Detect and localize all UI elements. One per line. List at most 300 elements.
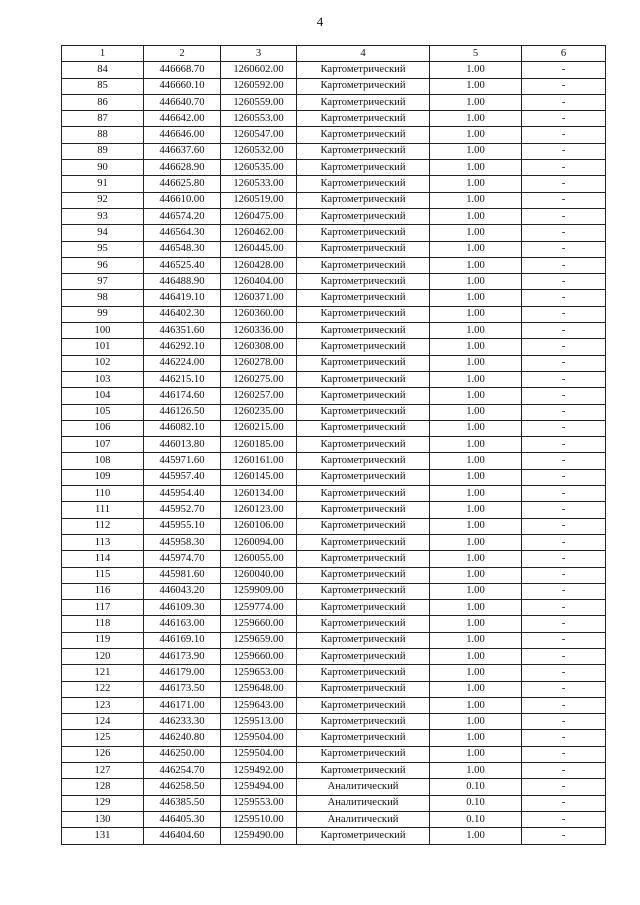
note-cell: -	[522, 225, 606, 241]
table-row	[62, 192, 606, 208]
point-number-cell: 97	[62, 274, 144, 290]
note-cell: -	[522, 551, 606, 567]
table-row	[62, 371, 606, 387]
accuracy-cell: 1.00	[430, 257, 522, 273]
x-coordinate-cell: 446548.30	[144, 241, 221, 257]
note-cell: -	[522, 339, 606, 355]
y-coordinate-cell: 1260533.00	[221, 176, 297, 192]
note-cell: -	[522, 795, 606, 811]
x-coordinate-cell: 446250.00	[144, 746, 221, 762]
method-cell: Картометрический	[297, 730, 430, 746]
x-coordinate-cell: 445981.60	[144, 567, 221, 583]
accuracy-cell: 1.00	[430, 763, 522, 779]
table-row	[62, 469, 606, 485]
note-cell: -	[522, 355, 606, 371]
point-number-cell: 85	[62, 78, 144, 94]
table-row	[62, 518, 606, 534]
y-coordinate-cell: 1260040.00	[221, 567, 297, 583]
note-cell: -	[522, 486, 606, 502]
method-cell: Картометрический	[297, 437, 430, 453]
accuracy-cell: 1.00	[430, 502, 522, 518]
accuracy-cell: 1.00	[430, 94, 522, 110]
note-cell: -	[522, 730, 606, 746]
accuracy-cell: 1.00	[430, 828, 522, 844]
point-number-cell: 131	[62, 828, 144, 844]
x-coordinate-cell: 446013.80	[144, 437, 221, 453]
x-coordinate-cell: 446385.50	[144, 795, 221, 811]
table-row	[62, 339, 606, 355]
y-coordinate-cell: 1259660.00	[221, 616, 297, 632]
point-number-cell: 112	[62, 518, 144, 534]
note-cell: -	[522, 208, 606, 224]
note-cell: -	[522, 306, 606, 322]
table-row	[62, 665, 606, 681]
accuracy-cell: 1.00	[430, 665, 522, 681]
point-number-cell: 109	[62, 469, 144, 485]
point-number-cell: 110	[62, 486, 144, 502]
point-number-cell: 117	[62, 600, 144, 616]
accuracy-cell: 1.00	[430, 143, 522, 159]
y-coordinate-cell: 1260519.00	[221, 192, 297, 208]
point-number-cell: 93	[62, 208, 144, 224]
point-number-cell: 114	[62, 551, 144, 567]
x-coordinate-cell: 446126.50	[144, 404, 221, 420]
method-cell: Картометрический	[297, 534, 430, 550]
method-cell: Картометрический	[297, 648, 430, 664]
y-coordinate-cell: 1260145.00	[221, 469, 297, 485]
x-coordinate-cell: 446215.10	[144, 371, 221, 387]
table-row	[62, 583, 606, 599]
y-coordinate-cell: 1260559.00	[221, 94, 297, 110]
method-cell: Картометрический	[297, 323, 430, 339]
method-cell: Картометрический	[297, 681, 430, 697]
accuracy-cell: 1.00	[430, 616, 522, 632]
point-number-cell: 116	[62, 583, 144, 599]
point-number-cell: 86	[62, 94, 144, 110]
accuracy-cell: 1.00	[430, 241, 522, 257]
accuracy-cell: 0.10	[430, 795, 522, 811]
point-number-cell: 120	[62, 648, 144, 664]
point-number-cell: 105	[62, 404, 144, 420]
method-cell: Картометрический	[297, 339, 430, 355]
note-cell: -	[522, 290, 606, 306]
method-cell: Картометрический	[297, 94, 430, 110]
table-row	[62, 779, 606, 795]
table-row	[62, 78, 606, 94]
method-cell: Картометрический	[297, 388, 430, 404]
y-coordinate-cell: 1259553.00	[221, 795, 297, 811]
x-coordinate-cell: 446574.20	[144, 208, 221, 224]
coordinates-table	[61, 45, 606, 845]
x-coordinate-cell: 446173.50	[144, 681, 221, 697]
x-coordinate-cell: 446240.80	[144, 730, 221, 746]
note-cell: -	[522, 176, 606, 192]
y-coordinate-cell: 1260336.00	[221, 323, 297, 339]
method-cell: Картометрический	[297, 143, 430, 159]
x-coordinate-cell: 446610.00	[144, 192, 221, 208]
table-row	[62, 453, 606, 469]
y-coordinate-cell: 1260275.00	[221, 371, 297, 387]
method-cell: Картометрический	[297, 225, 430, 241]
method-cell: Картометрический	[297, 257, 430, 273]
y-coordinate-cell: 1260475.00	[221, 208, 297, 224]
method-cell: Картометрический	[297, 551, 430, 567]
y-coordinate-cell: 1259643.00	[221, 697, 297, 713]
accuracy-cell: 1.00	[430, 551, 522, 567]
table-row	[62, 551, 606, 567]
x-coordinate-cell: 445971.60	[144, 453, 221, 469]
method-cell: Картометрический	[297, 192, 430, 208]
x-coordinate-cell: 446642.00	[144, 111, 221, 127]
y-coordinate-cell: 1260257.00	[221, 388, 297, 404]
note-cell: -	[522, 160, 606, 176]
accuracy-cell: 1.00	[430, 697, 522, 713]
x-coordinate-cell: 446082.10	[144, 420, 221, 436]
point-number-cell: 119	[62, 632, 144, 648]
y-coordinate-cell: 1259494.00	[221, 779, 297, 795]
table-row	[62, 567, 606, 583]
accuracy-cell: 1.00	[430, 437, 522, 453]
table-row	[62, 127, 606, 143]
point-number-cell: 129	[62, 795, 144, 811]
method-cell: Картометрический	[297, 469, 430, 485]
table-row	[62, 355, 606, 371]
y-coordinate-cell: 1260532.00	[221, 143, 297, 159]
point-number-cell: 101	[62, 339, 144, 355]
note-cell: -	[522, 648, 606, 664]
point-number-cell: 92	[62, 192, 144, 208]
x-coordinate-cell: 445954.40	[144, 486, 221, 502]
accuracy-cell: 1.00	[430, 208, 522, 224]
note-cell: -	[522, 420, 606, 436]
x-coordinate-cell: 446488.90	[144, 274, 221, 290]
accuracy-cell: 1.00	[430, 160, 522, 176]
table-row	[62, 763, 606, 779]
table-row	[62, 730, 606, 746]
y-coordinate-cell: 1260553.00	[221, 111, 297, 127]
note-cell: -	[522, 665, 606, 681]
x-coordinate-cell: 446258.50	[144, 779, 221, 795]
note-cell: -	[522, 127, 606, 143]
point-number-cell: 100	[62, 323, 144, 339]
note-cell: -	[522, 111, 606, 127]
table-row	[62, 811, 606, 827]
point-number-cell: 87	[62, 111, 144, 127]
x-coordinate-cell: 446564.30	[144, 225, 221, 241]
table-row	[62, 143, 606, 159]
accuracy-cell: 1.00	[430, 306, 522, 322]
method-cell: Картометрический	[297, 78, 430, 94]
note-cell: -	[522, 94, 606, 110]
x-coordinate-cell: 445957.40	[144, 469, 221, 485]
point-number-cell: 108	[62, 453, 144, 469]
note-cell: -	[522, 828, 606, 844]
method-cell: Аналитический	[297, 795, 430, 811]
note-cell: -	[522, 518, 606, 534]
table-row	[62, 795, 606, 811]
y-coordinate-cell: 1260235.00	[221, 404, 297, 420]
point-number-cell: 118	[62, 616, 144, 632]
y-coordinate-cell: 1259504.00	[221, 730, 297, 746]
y-coordinate-cell: 1259659.00	[221, 632, 297, 648]
note-cell: -	[522, 323, 606, 339]
method-cell: Аналитический	[297, 811, 430, 827]
note-cell: -	[522, 616, 606, 632]
accuracy-cell: 1.00	[430, 746, 522, 762]
column-header: 5	[430, 46, 522, 62]
method-cell: Картометрический	[297, 62, 430, 78]
point-number-cell: 121	[62, 665, 144, 681]
method-cell: Картометрический	[297, 583, 430, 599]
accuracy-cell: 1.00	[430, 371, 522, 387]
column-header: 1	[62, 46, 144, 62]
column-header: 6	[522, 46, 606, 62]
method-cell: Картометрический	[297, 518, 430, 534]
point-number-cell: 102	[62, 355, 144, 371]
method-cell: Картометрический	[297, 714, 430, 730]
y-coordinate-cell: 1259653.00	[221, 665, 297, 681]
point-number-cell: 90	[62, 160, 144, 176]
y-coordinate-cell: 1260360.00	[221, 306, 297, 322]
accuracy-cell: 1.00	[430, 567, 522, 583]
point-number-cell: 98	[62, 290, 144, 306]
accuracy-cell: 1.00	[430, 469, 522, 485]
method-cell: Картометрический	[297, 290, 430, 306]
x-coordinate-cell: 446668.70	[144, 62, 221, 78]
y-coordinate-cell: 1259648.00	[221, 681, 297, 697]
note-cell: -	[522, 78, 606, 94]
accuracy-cell: 1.00	[430, 339, 522, 355]
y-coordinate-cell: 1260404.00	[221, 274, 297, 290]
point-number-cell: 122	[62, 681, 144, 697]
point-number-cell: 91	[62, 176, 144, 192]
point-number-cell: 94	[62, 225, 144, 241]
x-coordinate-cell: 446169.10	[144, 632, 221, 648]
x-coordinate-cell: 445955.10	[144, 518, 221, 534]
method-cell: Картометрический	[297, 160, 430, 176]
y-coordinate-cell: 1260592.00	[221, 78, 297, 94]
note-cell: -	[522, 811, 606, 827]
method-cell: Картометрический	[297, 274, 430, 290]
note-cell: -	[522, 697, 606, 713]
accuracy-cell: 1.00	[430, 600, 522, 616]
point-number-cell: 113	[62, 534, 144, 550]
table-row	[62, 486, 606, 502]
x-coordinate-cell: 446043.20	[144, 583, 221, 599]
accuracy-cell: 1.00	[430, 583, 522, 599]
point-number-cell: 115	[62, 567, 144, 583]
x-coordinate-cell: 446637.60	[144, 143, 221, 159]
method-cell: Картометрический	[297, 306, 430, 322]
y-coordinate-cell: 1260547.00	[221, 127, 297, 143]
point-number-cell: 88	[62, 127, 144, 143]
accuracy-cell: 1.00	[430, 225, 522, 241]
note-cell: -	[522, 583, 606, 599]
x-coordinate-cell: 446179.00	[144, 665, 221, 681]
method-cell: Картометрический	[297, 127, 430, 143]
x-coordinate-cell: 446233.30	[144, 714, 221, 730]
table-row	[62, 290, 606, 306]
y-coordinate-cell: 1259909.00	[221, 583, 297, 599]
accuracy-cell: 1.00	[430, 453, 522, 469]
note-cell: -	[522, 371, 606, 387]
x-coordinate-cell: 446174.60	[144, 388, 221, 404]
table-row	[62, 160, 606, 176]
column-header: 3	[221, 46, 297, 62]
accuracy-cell: 1.00	[430, 62, 522, 78]
point-number-cell: 125	[62, 730, 144, 746]
y-coordinate-cell: 1259490.00	[221, 828, 297, 844]
y-coordinate-cell: 1260106.00	[221, 518, 297, 534]
table-row	[62, 111, 606, 127]
x-coordinate-cell: 446660.10	[144, 78, 221, 94]
x-coordinate-cell: 446646.00	[144, 127, 221, 143]
accuracy-cell: 1.00	[430, 404, 522, 420]
note-cell: -	[522, 257, 606, 273]
y-coordinate-cell: 1260134.00	[221, 486, 297, 502]
y-coordinate-cell: 1260215.00	[221, 420, 297, 436]
table-row	[62, 323, 606, 339]
note-cell: -	[522, 746, 606, 762]
accuracy-cell: 1.00	[430, 534, 522, 550]
y-coordinate-cell: 1260428.00	[221, 257, 297, 273]
note-cell: -	[522, 502, 606, 518]
y-coordinate-cell: 1260602.00	[221, 62, 297, 78]
table-row	[62, 746, 606, 762]
table-body	[62, 62, 606, 844]
point-number-cell: 96	[62, 257, 144, 273]
x-coordinate-cell: 446404.60	[144, 828, 221, 844]
y-coordinate-cell: 1260055.00	[221, 551, 297, 567]
x-coordinate-cell: 446525.40	[144, 257, 221, 273]
x-coordinate-cell: 446419.10	[144, 290, 221, 306]
note-cell: -	[522, 567, 606, 583]
table-row	[62, 257, 606, 273]
table-row	[62, 681, 606, 697]
method-cell: Картометрический	[297, 567, 430, 583]
y-coordinate-cell: 1259774.00	[221, 600, 297, 616]
note-cell: -	[522, 404, 606, 420]
method-cell: Картометрический	[297, 404, 430, 420]
point-number-cell: 84	[62, 62, 144, 78]
accuracy-cell: 1.00	[430, 388, 522, 404]
x-coordinate-cell: 446640.70	[144, 94, 221, 110]
x-coordinate-cell: 445958.30	[144, 534, 221, 550]
accuracy-cell: 1.00	[430, 355, 522, 371]
method-cell: Картометрический	[297, 111, 430, 127]
note-cell: -	[522, 192, 606, 208]
table-row	[62, 208, 606, 224]
accuracy-cell: 1.00	[430, 681, 522, 697]
x-coordinate-cell: 446224.00	[144, 355, 221, 371]
table-row	[62, 62, 606, 78]
x-coordinate-cell: 446254.70	[144, 763, 221, 779]
point-number-cell: 130	[62, 811, 144, 827]
table-row	[62, 176, 606, 192]
method-cell: Аналитический	[297, 779, 430, 795]
method-cell: Картометрический	[297, 632, 430, 648]
note-cell: -	[522, 600, 606, 616]
point-number-cell: 124	[62, 714, 144, 730]
table-row	[62, 828, 606, 844]
note-cell: -	[522, 681, 606, 697]
accuracy-cell: 1.00	[430, 632, 522, 648]
y-coordinate-cell: 1259510.00	[221, 811, 297, 827]
method-cell: Картометрический	[297, 697, 430, 713]
table-row	[62, 241, 606, 257]
point-number-cell: 128	[62, 779, 144, 795]
table-row	[62, 225, 606, 241]
point-number-cell: 123	[62, 697, 144, 713]
method-cell: Картометрический	[297, 828, 430, 844]
point-number-cell: 89	[62, 143, 144, 159]
point-number-cell: 95	[62, 241, 144, 257]
table-row	[62, 714, 606, 730]
y-coordinate-cell: 1260278.00	[221, 355, 297, 371]
accuracy-cell: 1.00	[430, 420, 522, 436]
accuracy-cell: 1.00	[430, 323, 522, 339]
table-row	[62, 534, 606, 550]
x-coordinate-cell: 446625.80	[144, 176, 221, 192]
method-cell: Картометрический	[297, 176, 430, 192]
method-cell: Картометрический	[297, 371, 430, 387]
table-row	[62, 616, 606, 632]
note-cell: -	[522, 779, 606, 795]
note-cell: -	[522, 143, 606, 159]
table-row	[62, 697, 606, 713]
column-header: 2	[144, 46, 221, 62]
accuracy-cell: 0.10	[430, 811, 522, 827]
accuracy-cell: 1.00	[430, 274, 522, 290]
method-cell: Картометрический	[297, 241, 430, 257]
note-cell: -	[522, 388, 606, 404]
column-header: 4	[297, 46, 430, 62]
y-coordinate-cell: 1260445.00	[221, 241, 297, 257]
point-number-cell: 103	[62, 371, 144, 387]
y-coordinate-cell: 1260371.00	[221, 290, 297, 306]
note-cell: -	[522, 763, 606, 779]
method-cell: Картометрический	[297, 665, 430, 681]
accuracy-cell: 1.00	[430, 714, 522, 730]
y-coordinate-cell: 1260161.00	[221, 453, 297, 469]
table-row	[62, 632, 606, 648]
note-cell: -	[522, 632, 606, 648]
accuracy-cell: 1.00	[430, 518, 522, 534]
accuracy-cell: 1.00	[430, 111, 522, 127]
accuracy-cell: 0.10	[430, 779, 522, 795]
point-number-cell: 104	[62, 388, 144, 404]
note-cell: -	[522, 714, 606, 730]
table-row	[62, 404, 606, 420]
table-row	[62, 94, 606, 110]
note-cell: -	[522, 62, 606, 78]
y-coordinate-cell: 1260123.00	[221, 502, 297, 518]
point-number-cell: 106	[62, 420, 144, 436]
method-cell: Картометрический	[297, 486, 430, 502]
x-coordinate-cell: 446292.10	[144, 339, 221, 355]
x-coordinate-cell: 446628.90	[144, 160, 221, 176]
table-header-row	[62, 46, 606, 62]
y-coordinate-cell: 1259492.00	[221, 763, 297, 779]
table-row	[62, 648, 606, 664]
method-cell: Картометрический	[297, 600, 430, 616]
table-row	[62, 502, 606, 518]
table-row	[62, 600, 606, 616]
x-coordinate-cell: 446402.30	[144, 306, 221, 322]
y-coordinate-cell: 1260094.00	[221, 534, 297, 550]
accuracy-cell: 1.00	[430, 192, 522, 208]
method-cell: Картометрический	[297, 208, 430, 224]
